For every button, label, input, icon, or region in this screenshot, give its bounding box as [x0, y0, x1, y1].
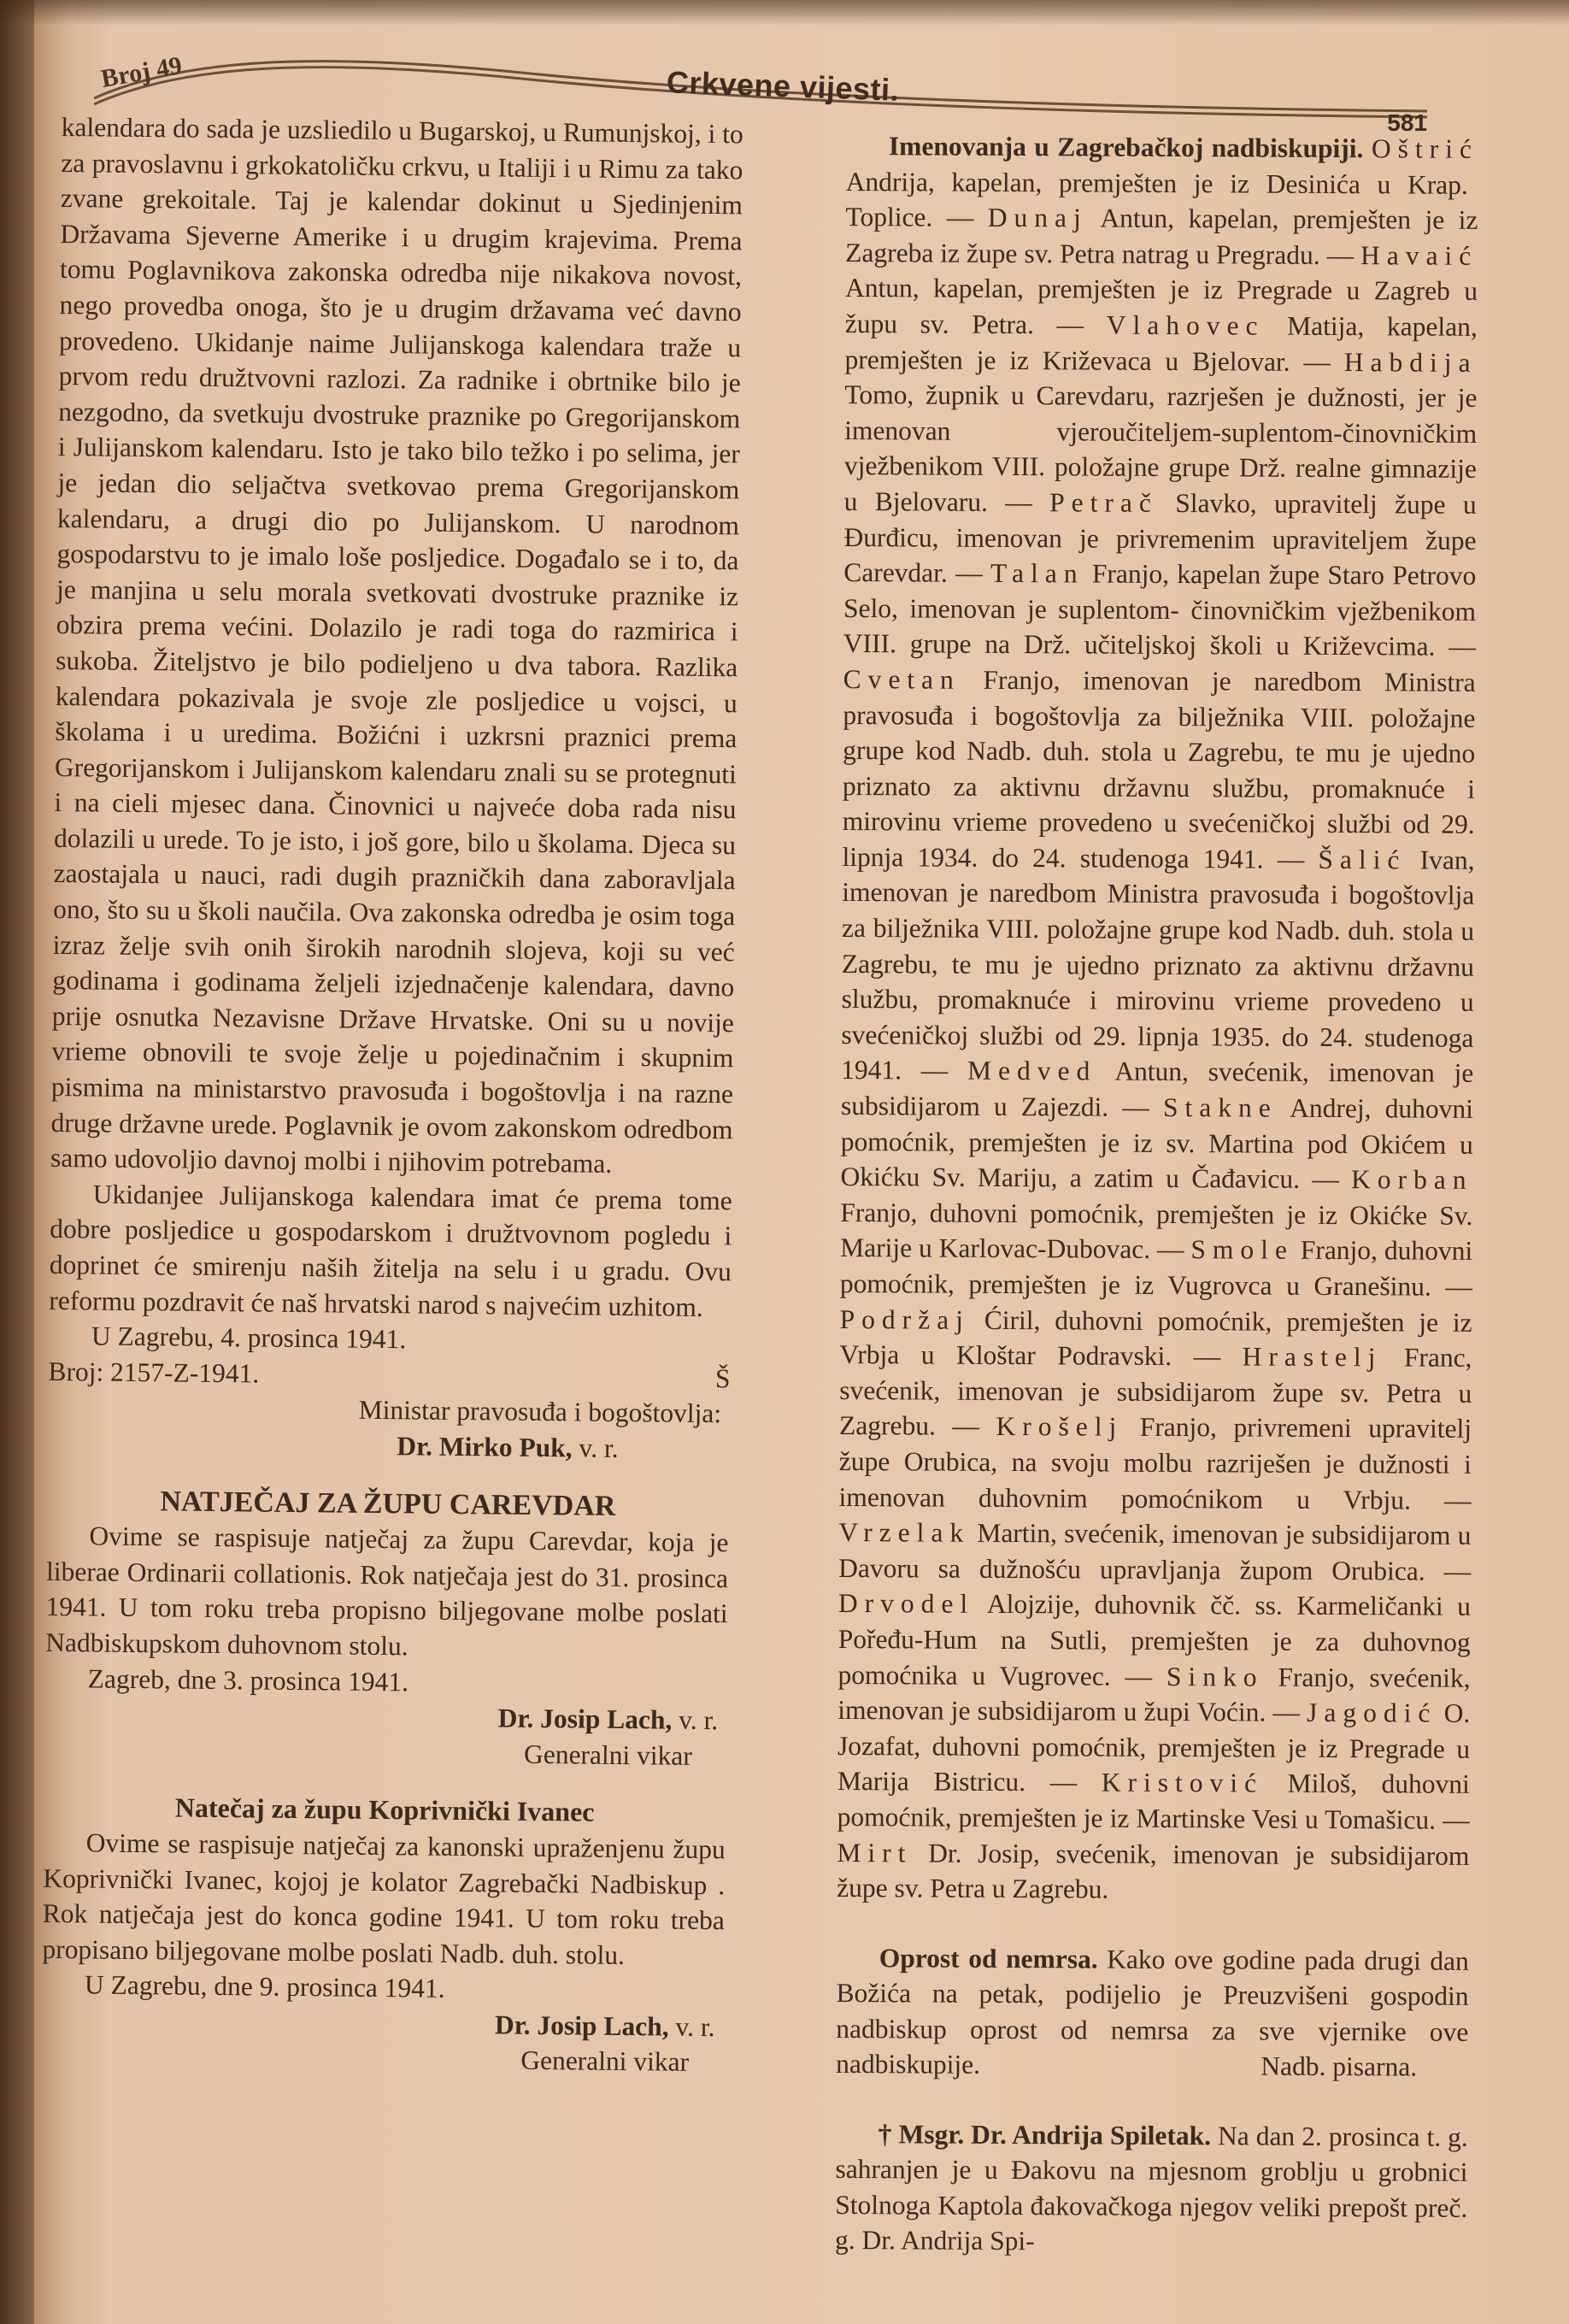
appointment-text: Dr. Josip, svećenik, imenovan je subsidijarom župe sv. Petra u Zagrebu. — [837, 1837, 1470, 1904]
appointment-text: Andrej, duhovni pomoćnik, premješten je iz sv. Martina pod Okićem u Okićku Sv. Mariju, a zatim u Čađavicu. — — [840, 1092, 1474, 1195]
appointee-name: Hrastelj — [1242, 1341, 1383, 1373]
vicar-suffix: v. r. — [679, 1704, 719, 1736]
appointee-name: Sinko — [1166, 1661, 1264, 1692]
fasting-body: Kako ove godine pada drugi dan Božića na petak, podijelio je Preuzvišeni gospodin nadbiskup oprost od nemrsa za sve vjernike ove nadbiskupije. — [836, 1944, 1469, 2080]
decree-place-date: U Zagrebu, 4. prosinca 1941. — [91, 1321, 407, 1355]
appointment-text: Franjo, kapelan župe Staro Petrovo Selo, imenovan je suplentom- činovničkim vježbenikom VIII. grupe na Drž. učiteljskoj školi u Križevcima. — — [843, 558, 1477, 662]
ivanec-notice-date: U Zagrebu, dne 9. prosinca 1941. — [84, 1969, 445, 2004]
publication-title: Crkvene vijesti. — [666, 64, 900, 108]
vicar-role: Generalni vikar — [523, 1739, 693, 1771]
carevdar-notice-date: Zagreb, dne 3. prosinca 1941. — [87, 1662, 409, 1697]
fasting-title: Oprost od nemrsa. — [879, 1942, 1098, 1974]
appointment-text: O. Jozafat, duhovni pomoćnik, premješten je iz Pregrade u Marija Bistricu. — — [837, 1697, 1471, 1797]
minister-title: Ministar pravosuđa i bogoštovlja: — [358, 1395, 722, 1429]
appointee-name: Vlahovec — [1106, 309, 1265, 341]
minister-suffix: v. r. — [579, 1433, 619, 1463]
obituary-title: Msgr. Dr. Andrija Spiletak. — [898, 2119, 1212, 2150]
appointee-name: Vrzelak — [838, 1517, 971, 1548]
carevdar-notice-title: NATJEČAJ ZA ŽUPU CAREVDAR — [160, 1485, 616, 1522]
appointment-text: Franjo, privremeni upravitelj župe Orubica, na svoju molbu razriješen je dužnosti i imenovan duhovnim pomoćnikom u Vrbju. — — [838, 1412, 1472, 1515]
vicar-name: Dr. Josip Lach, — [494, 2009, 669, 2042]
page-header — [94, 26, 1427, 136]
appointee-name: Podržaj — [839, 1303, 971, 1335]
left-column — [41, 109, 743, 2080]
appointment-text: Franjo, duhovni pomoćnik, premješten je iz Vugrovca u Granešinu. — — [839, 1235, 1473, 1302]
appointment-text: Franc, svećenik, imenovan je subsidijarom župe sv. Petra u Zagrebu. — — [838, 1342, 1472, 1442]
appointee-name: Petrač — [1049, 487, 1158, 518]
fasting-signature: Nadb. pisarna. — [1260, 2050, 1418, 2082]
appointee-name: Mirt — [837, 1837, 913, 1868]
appointee-name: Smole — [1190, 1234, 1295, 1266]
appointment-text: Matija, kapelan, premješten je iz Križevaca u Bjelovar. — — [844, 310, 1478, 377]
appointment-text: Andrija, kapelan, premješten je iz Desinića u Krap. Toplice. — — [845, 166, 1468, 233]
appointee-name: Krošelj — [996, 1411, 1124, 1443]
appointment-text: Ćiril, duhovni pomoćnik, premješten je iz Vrbja u Kloštar Podravski. — — [839, 1304, 1472, 1372]
page-number: 581 — [1387, 109, 1427, 136]
minister-name: Dr. Mirko Puk, — [397, 1431, 573, 1463]
appointment-text: Antun, kapelan, premješten je iz Zagreba iz župe sv. Petra natrag u Pregradu. — — [845, 203, 1478, 270]
appointee-name: Jagodić — [1307, 1697, 1437, 1728]
appointee-name: Šalić — [1318, 844, 1407, 875]
appointee-name: Dunaj — [987, 203, 1088, 233]
appointment-text: Franjo, duhovni pomoćnik, premješten je iz Okićke Sv. Marije u Karlovac-Dubovac. — — [840, 1197, 1473, 1265]
vicar-name: Dr. Josip Lach, — [497, 1703, 673, 1735]
decree-mark: Š — [714, 1362, 731, 1394]
appointee-name: Havaić — [1360, 239, 1478, 271]
appointments-section — [837, 128, 1478, 1909]
obituary — [835, 2116, 1468, 2262]
appointment-text: Miloš, duhovni pomoćnik, premješten je iz Martinske Vesi u Tomašicu. — — [837, 1768, 1470, 1835]
book-spine — [0, 0, 34, 2324]
appointee-name: Stakne — [1162, 1091, 1278, 1123]
appointment-text: Antun, svećenik, imenovan je subsidijarom u Zajezdi. — — [840, 1056, 1474, 1122]
decree-reference-number: Broj: 2157-Z-1941. — [48, 1356, 260, 1389]
appointment-text: Tomo, župnik u Carevdaru, razrješen je dužnosti, jer je imenovan vjeroučiteljem-suplentom-činovničkim vježbenikom VIII. položajne grupe Drž. realne gimnazije u Bjelovaru. — — [843, 379, 1478, 518]
right-column — [835, 128, 1478, 2262]
page-top-shadow — [0, 0, 1569, 26]
obituary-body: Na dan 2. prosinca t. g. sahranjen je u Đakovu na mjesnom groblju u grobnici Stolnoga Kaptola đakovačkoga njegov veliki prepošt preč. g. Dr. Andrija Spi- — [834, 2120, 1468, 2256]
vicar-role: Generalni vikar — [520, 2045, 690, 2078]
appointment-text: Slavko, upravitelj župe u Đurđicu, imenovan je privremenim upraviteljem župe Carevdar. — — [843, 487, 1477, 589]
appointment-text: Franjo, svećenik, imenovan je subsidijarom u župi Voćin. — — [837, 1662, 1471, 1727]
appointee-name: Medved — [967, 1056, 1097, 1086]
minister-signature — [47, 1425, 729, 1468]
appointment-text: Ivan, imenovan je naredbom Ministra pravosuđa i bogoštovlja za bilježnika VIII. položajne grupe kod Nadb. duh. stola u Zagrebu, te mu je ujedno priznato za aktivnu državnu službu, promaknuće i mirovinu vrieme provedeno u svećeničkoj službi od 29. lipnja 1935. do 24. studenoga 1941. — — [841, 844, 1475, 1086]
appointee-name: Kristović — [1101, 1767, 1264, 1798]
calendar-article-paragraph: kalendara do sada je uzsliedilo u Bugarskoj, u Rumunjskoj, i to za pravoslavnu i grkokatoličku crkvu, u Italiji i u Rimu za tako zvane grekoitale. Taj je kalendar dokinut u Sjedinjenim Državama Sjeverne Amerike i u drugim krajevima. Prema tomu Poglavnikova zakonska odredba nije nikakova novost, nego provedba onoga, što je u drugim državama već davno provedeno. Ukidanje naime Julijanskoga kalendara traže u prvom redu družtvovni razlozi. Za radnike i obrtnike bilo je nezgodno, da svetkuju dvostruke praznike po Gregorijanskom i Julijanskom kalendaru. Isto je tako bilo težko i po selima, jer je jedan dio seljačtva svetkovao prema Gregorijanskom kalendaru, a drugi dio po Julijanskom. U narodnom gospodarstvu to je imalo loše posljedice. Događalo se i to, da je manjina u selu morala svetkovati dvostruke praznike iz obzira prema većini. Dolazilo je radi toga do razmirica i sukoba. Žiteljstvo je bilo podieljeno u dva tabora. Razlika kalendara pokazivala je svoje zle posljedice u vojsci, u školama i u uredima. Božićni i uzkrsni praznici prema Gregorijanskom i Julijanskom kalendaru znali su se protegnuti i na cieli mjesec dana. Činovnici u najveće doba rada nisu dolazili u urede. To je isto, i još gore, bilo u školama. Djeca su zaostajala u nauci, radi dugih prazničkih dana zaboravljala ono, što su u školi naučila. Ova zakonska odredba je osim toga izraz želje svih onih širokih narodnih slojeva, koji su već godinama i godinama željeli izjednačenje kalendara, davno prije osnutka Nezavisne Države Hrvatske. Oni su u novije vrieme obnovili te svoje želje u pojedinačnim i skupnim pismima na ministarstvo pravosuđa i bogoštovlja i na razne druge državne urede. Poglavnik je ovom zakonskom odredbom samo udovoljio davnoj molbi i njihovim potrebama. — [50, 111, 743, 1180]
appointee-name: Cvetan — [843, 663, 961, 695]
appointment-text: Antun, kapelan, premješten je iz Pregrade u Zagreb u župu sv. Petra. — — [844, 273, 1478, 340]
appointee-name: Oštrić — [1371, 133, 1478, 164]
carevdar-notice-body: Ovime se raspisuje natječaj za župu Carevdar, koja je liberae Ordinarii collationis. Rok natječaja jest do 31. prosinca 1941. U tom roku treba propisno biljegovane molbe poslati Nadbiskupskom duhovnom stolu. — [45, 1521, 729, 1662]
appointment-text: Franjo, imenovan je naredbom Ministra pravosuđa i bogoštovlja za bilježnika VIII. položajne grupe kod Nadb. duh. stola u Zagrebu, te mu je ujedno priznato za aktivnu državnu službu, promaknuće i mirovinu vrieme provedeno u svećeničkoj službi od 29. lipnja 1934. do 24. studenoga 1941. — — [842, 664, 1476, 874]
cross-icon: † — [878, 2118, 892, 2149]
appointee-name: Talan — [990, 558, 1084, 589]
decree-reference-row — [48, 1354, 730, 1397]
appointee-name: Drvodel — [837, 1588, 975, 1620]
appointee-name: Habdija — [1343, 346, 1478, 378]
calendar-article-conclusion: Ukidanjee Julijanskoga kalendara imat će prema tome dobre posljedice u gospodarskom i družtvovnom pogledu i doprinet će smirenju naših žitelja na selu i u gradu. Ovu reformu pozdravit će naš hrvatski narod s najvećim uzhitom. — [49, 1179, 732, 1322]
appointments-title: Imenovanja u Zagrebačkoj nadbiskupiji. — [888, 131, 1364, 164]
appointment-text: Alojzije, duhovnik čč. ss. Karmeličanki u Pořeđu-Hum na Sutli, premješten je za duhovnog pomoćnika u Vugrovec. — — [837, 1589, 1472, 1692]
ivanec-notice-body: Ovime se raspisuje natječaj za kanonski upraženjenu župu Koprivnički Ivanec, kojoj je kolator Zagrebački Nadbiskup . Rok natječaja jest do konca godine 1941. U tom roku treba propisano biljegovane molbe poslati Nadb. duh. stolu. — [42, 1827, 726, 1970]
vicar-suffix: v. r. — [675, 2011, 715, 2043]
appointment-text: Martin, svećenik, imenovan je subsidijarom u Davoru sa dužnošću upravljanja župom Orubica. — — [838, 1517, 1472, 1586]
ivanec-notice-title: Natečaj za župu Koprivnički Ivanec — [174, 1792, 595, 1827]
issue-number: Broj 49 — [98, 50, 185, 94]
appointee-name: Korban — [1350, 1164, 1473, 1196]
